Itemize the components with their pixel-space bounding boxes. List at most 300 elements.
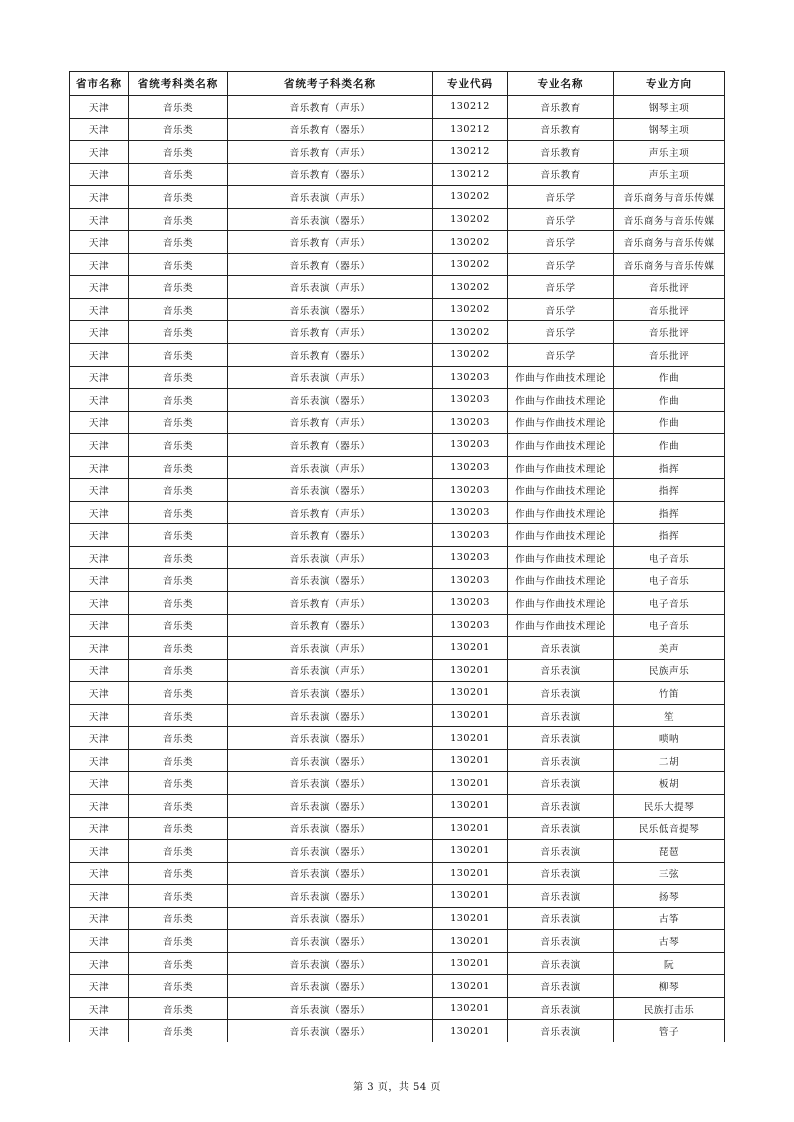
cell-province: 天津 bbox=[70, 163, 129, 186]
table-row bbox=[70, 907, 725, 930]
cell-category: 音乐类 bbox=[129, 592, 228, 615]
cell-major-name: 音乐表演 bbox=[508, 997, 614, 1020]
cell-subcategory: 音乐表演（器乐） bbox=[228, 1020, 433, 1042]
cell-major-name: 作曲与作曲技术理论 bbox=[508, 546, 614, 569]
cell-major-name: 作曲与作曲技术理论 bbox=[508, 592, 614, 615]
cell-major-code: 130212 bbox=[433, 163, 508, 186]
cell-category: 音乐类 bbox=[129, 253, 228, 276]
table-row bbox=[70, 276, 725, 299]
cell-major-direction: 作曲 bbox=[614, 389, 725, 412]
cell-major-code: 130201 bbox=[433, 817, 508, 840]
cell-major-name: 音乐学 bbox=[508, 186, 614, 209]
table-row bbox=[70, 456, 725, 479]
cell-major-direction: 美声 bbox=[614, 637, 725, 660]
cell-subcategory: 音乐表演（器乐） bbox=[228, 208, 433, 231]
cell-major-code: 130201 bbox=[433, 794, 508, 817]
cell-major-code: 130212 bbox=[433, 96, 508, 119]
cell-major-direction: 电子音乐 bbox=[614, 592, 725, 615]
cell-major-direction: 电子音乐 bbox=[614, 614, 725, 637]
cell-subcategory: 音乐表演（器乐） bbox=[228, 840, 433, 863]
cell-major-name: 音乐学 bbox=[508, 321, 614, 344]
cell-category: 音乐类 bbox=[129, 163, 228, 186]
cell-province: 天津 bbox=[70, 659, 129, 682]
table-row bbox=[70, 840, 725, 863]
cell-major-name: 音乐表演 bbox=[508, 840, 614, 863]
cell-major-code: 130203 bbox=[433, 592, 508, 615]
cell-subcategory: 音乐表演（器乐） bbox=[228, 682, 433, 705]
cell-category: 音乐类 bbox=[129, 840, 228, 863]
table-row bbox=[70, 749, 725, 772]
table-row bbox=[70, 186, 725, 209]
cell-subcategory: 音乐表演（器乐） bbox=[228, 997, 433, 1020]
cell-major-code: 130201 bbox=[433, 997, 508, 1020]
cell-major-name: 作曲与作曲技术理论 bbox=[508, 614, 614, 637]
cell-major-code: 130203 bbox=[433, 434, 508, 457]
cell-subcategory: 音乐教育（器乐） bbox=[228, 614, 433, 637]
cell-major-name: 音乐教育 bbox=[508, 96, 614, 119]
cell-category: 音乐类 bbox=[129, 411, 228, 434]
cell-province: 天津 bbox=[70, 862, 129, 885]
cell-province: 天津 bbox=[70, 749, 129, 772]
cell-province: 天津 bbox=[70, 794, 129, 817]
table-row bbox=[70, 682, 725, 705]
cell-major-name: 音乐学 bbox=[508, 298, 614, 321]
cell-category: 音乐类 bbox=[129, 479, 228, 502]
cell-major-direction: 音乐批评 bbox=[614, 321, 725, 344]
cell-major-direction: 钢琴主项 bbox=[614, 118, 725, 141]
cell-major-name: 音乐表演 bbox=[508, 772, 614, 795]
cell-province: 天津 bbox=[70, 592, 129, 615]
table-row bbox=[70, 614, 725, 637]
cell-subcategory: 音乐教育（器乐） bbox=[228, 118, 433, 141]
cell-category: 音乐类 bbox=[129, 456, 228, 479]
cell-major-code: 130201 bbox=[433, 930, 508, 953]
cell-major-code: 130203 bbox=[433, 524, 508, 547]
cell-province: 天津 bbox=[70, 840, 129, 863]
cell-major-name: 音乐教育 bbox=[508, 118, 614, 141]
table-row bbox=[70, 96, 725, 119]
cell-major-direction: 电子音乐 bbox=[614, 569, 725, 592]
cell-major-name: 音乐表演 bbox=[508, 794, 614, 817]
cell-category: 音乐类 bbox=[129, 749, 228, 772]
cell-major-direction: 作曲 bbox=[614, 434, 725, 457]
cell-major-name: 作曲与作曲技术理论 bbox=[508, 501, 614, 524]
cell-category: 音乐类 bbox=[129, 501, 228, 524]
cell-province: 天津 bbox=[70, 569, 129, 592]
cell-category: 音乐类 bbox=[129, 1020, 228, 1042]
cell-province: 天津 bbox=[70, 298, 129, 321]
cell-major-direction: 钢琴主项 bbox=[614, 96, 725, 119]
cell-major-name: 音乐表演 bbox=[508, 749, 614, 772]
cell-major-direction: 扬琴 bbox=[614, 885, 725, 908]
cell-major-code: 130203 bbox=[433, 479, 508, 502]
cell-major-direction: 民族声乐 bbox=[614, 659, 725, 682]
cell-major-direction: 电子音乐 bbox=[614, 546, 725, 569]
cell-category: 音乐类 bbox=[129, 231, 228, 254]
cell-major-code: 130202 bbox=[433, 253, 508, 276]
cell-major-code: 130201 bbox=[433, 907, 508, 930]
cell-major-name: 音乐表演 bbox=[508, 1020, 614, 1042]
cell-major-name: 音乐教育 bbox=[508, 141, 614, 164]
cell-category: 音乐类 bbox=[129, 817, 228, 840]
cell-province: 天津 bbox=[70, 321, 129, 344]
cell-subcategory: 音乐表演（器乐） bbox=[228, 772, 433, 795]
table-row bbox=[70, 253, 725, 276]
cell-subcategory: 音乐表演（器乐） bbox=[228, 817, 433, 840]
table-row bbox=[70, 727, 725, 750]
cell-major-code: 130201 bbox=[433, 727, 508, 750]
cell-major-name: 音乐表演 bbox=[508, 727, 614, 750]
cell-major-direction: 声乐主项 bbox=[614, 163, 725, 186]
header-major-name: 专业名称 bbox=[508, 72, 614, 96]
cell-category: 音乐类 bbox=[129, 344, 228, 367]
table-row bbox=[70, 997, 725, 1020]
cell-major-name: 音乐学 bbox=[508, 231, 614, 254]
cell-subcategory: 音乐表演（器乐） bbox=[228, 885, 433, 908]
cell-subcategory: 音乐教育（器乐） bbox=[228, 524, 433, 547]
cell-subcategory: 音乐表演（声乐） bbox=[228, 546, 433, 569]
table-row bbox=[70, 434, 725, 457]
header-province: 省市名称 bbox=[70, 72, 129, 96]
cell-major-code: 130201 bbox=[433, 772, 508, 795]
cell-province: 天津 bbox=[70, 1020, 129, 1042]
cell-major-code: 130201 bbox=[433, 975, 508, 998]
cell-category: 音乐类 bbox=[129, 772, 228, 795]
majors-table bbox=[69, 71, 725, 1042]
cell-major-direction: 唢呐 bbox=[614, 727, 725, 750]
cell-major-direction: 琵琶 bbox=[614, 840, 725, 863]
cell-major-name: 音乐表演 bbox=[508, 907, 614, 930]
cell-major-name: 音乐学 bbox=[508, 344, 614, 367]
table-row bbox=[70, 704, 725, 727]
table-row bbox=[70, 389, 725, 412]
table-row bbox=[70, 975, 725, 998]
cell-major-code: 130203 bbox=[433, 389, 508, 412]
cell-category: 音乐类 bbox=[129, 321, 228, 344]
cell-subcategory: 音乐表演（器乐） bbox=[228, 930, 433, 953]
cell-major-direction: 管子 bbox=[614, 1020, 725, 1042]
cell-major-direction: 阮 bbox=[614, 952, 725, 975]
table-row bbox=[70, 344, 725, 367]
cell-subcategory: 音乐教育（声乐） bbox=[228, 321, 433, 344]
table-row bbox=[70, 366, 725, 389]
cell-major-name: 作曲与作曲技术理论 bbox=[508, 366, 614, 389]
cell-major-name: 音乐表演 bbox=[508, 930, 614, 953]
cell-subcategory: 音乐表演（器乐） bbox=[228, 749, 433, 772]
cell-subcategory: 音乐教育（器乐） bbox=[228, 344, 433, 367]
cell-category: 音乐类 bbox=[129, 141, 228, 164]
table-row bbox=[70, 479, 725, 502]
cell-major-direction: 作曲 bbox=[614, 411, 725, 434]
cell-major-name: 作曲与作曲技术理论 bbox=[508, 434, 614, 457]
cell-major-name: 音乐学 bbox=[508, 253, 614, 276]
cell-subcategory: 音乐表演（声乐） bbox=[228, 366, 433, 389]
cell-province: 天津 bbox=[70, 704, 129, 727]
cell-province: 天津 bbox=[70, 276, 129, 299]
cell-major-direction: 指挥 bbox=[614, 501, 725, 524]
cell-category: 音乐类 bbox=[129, 366, 228, 389]
cell-subcategory: 音乐表演（器乐） bbox=[228, 298, 433, 321]
cell-subcategory: 音乐教育（声乐） bbox=[228, 231, 433, 254]
table-row bbox=[70, 659, 725, 682]
cell-category: 音乐类 bbox=[129, 704, 228, 727]
cell-major-code: 130202 bbox=[433, 298, 508, 321]
cell-province: 天津 bbox=[70, 344, 129, 367]
cell-subcategory: 音乐表演（声乐） bbox=[228, 276, 433, 299]
cell-major-code: 130202 bbox=[433, 231, 508, 254]
cell-major-name: 作曲与作曲技术理论 bbox=[508, 479, 614, 502]
cell-major-name: 音乐表演 bbox=[508, 704, 614, 727]
cell-province: 天津 bbox=[70, 389, 129, 412]
cell-province: 天津 bbox=[70, 501, 129, 524]
cell-province: 天津 bbox=[70, 637, 129, 660]
cell-major-code: 130201 bbox=[433, 1020, 508, 1042]
cell-subcategory: 音乐教育（声乐） bbox=[228, 96, 433, 119]
cell-province: 天津 bbox=[70, 885, 129, 908]
header-subcategory: 省统考子科类名称 bbox=[228, 72, 433, 96]
cell-category: 音乐类 bbox=[129, 885, 228, 908]
cell-major-code: 130203 bbox=[433, 546, 508, 569]
cell-subcategory: 音乐教育（器乐） bbox=[228, 163, 433, 186]
cell-province: 天津 bbox=[70, 952, 129, 975]
table-row bbox=[70, 163, 725, 186]
cell-category: 音乐类 bbox=[129, 862, 228, 885]
cell-province: 天津 bbox=[70, 614, 129, 637]
table-row bbox=[70, 411, 725, 434]
cell-subcategory: 音乐表演（器乐） bbox=[228, 479, 433, 502]
cell-category: 音乐类 bbox=[129, 637, 228, 660]
table-row bbox=[70, 524, 725, 547]
cell-province: 天津 bbox=[70, 682, 129, 705]
cell-major-name: 作曲与作曲技术理论 bbox=[508, 569, 614, 592]
cell-major-code: 130203 bbox=[433, 411, 508, 434]
cell-major-direction: 音乐商务与音乐传媒 bbox=[614, 231, 725, 254]
cell-subcategory: 音乐教育（器乐） bbox=[228, 434, 433, 457]
cell-province: 天津 bbox=[70, 141, 129, 164]
table-row bbox=[70, 208, 725, 231]
cell-category: 音乐类 bbox=[129, 434, 228, 457]
cell-major-code: 130202 bbox=[433, 208, 508, 231]
cell-category: 音乐类 bbox=[129, 930, 228, 953]
table-row bbox=[70, 637, 725, 660]
cell-category: 音乐类 bbox=[129, 96, 228, 119]
cell-major-direction: 音乐商务与音乐传媒 bbox=[614, 186, 725, 209]
cell-major-direction: 民乐低音提琴 bbox=[614, 817, 725, 840]
cell-province: 天津 bbox=[70, 727, 129, 750]
cell-major-name: 作曲与作曲技术理论 bbox=[508, 524, 614, 547]
cell-subcategory: 音乐教育（器乐） bbox=[228, 253, 433, 276]
table-row bbox=[70, 930, 725, 953]
cell-category: 音乐类 bbox=[129, 997, 228, 1020]
cell-subcategory: 音乐教育（声乐） bbox=[228, 141, 433, 164]
cell-major-code: 130202 bbox=[433, 276, 508, 299]
cell-major-name: 音乐表演 bbox=[508, 817, 614, 840]
cell-category: 音乐类 bbox=[129, 546, 228, 569]
cell-province: 天津 bbox=[70, 411, 129, 434]
cell-category: 音乐类 bbox=[129, 118, 228, 141]
cell-major-name: 音乐学 bbox=[508, 276, 614, 299]
cell-major-code: 130203 bbox=[433, 501, 508, 524]
cell-subcategory: 音乐表演（器乐） bbox=[228, 952, 433, 975]
cell-province: 天津 bbox=[70, 231, 129, 254]
cell-major-direction: 古筝 bbox=[614, 907, 725, 930]
cell-major-name: 作曲与作曲技术理论 bbox=[508, 456, 614, 479]
cell-major-name: 作曲与作曲技术理论 bbox=[508, 389, 614, 412]
table-row bbox=[70, 772, 725, 795]
cell-category: 音乐类 bbox=[129, 186, 228, 209]
cell-major-code: 130202 bbox=[433, 321, 508, 344]
cell-major-code: 130201 bbox=[433, 659, 508, 682]
cell-major-name: 音乐学 bbox=[508, 208, 614, 231]
cell-subcategory: 音乐教育（声乐） bbox=[228, 592, 433, 615]
cell-province: 天津 bbox=[70, 118, 129, 141]
cell-major-direction: 二胡 bbox=[614, 749, 725, 772]
cell-major-code: 130201 bbox=[433, 704, 508, 727]
cell-province: 天津 bbox=[70, 772, 129, 795]
cell-category: 音乐类 bbox=[129, 907, 228, 930]
table-row bbox=[70, 118, 725, 141]
cell-major-code: 130201 bbox=[433, 840, 508, 863]
cell-major-code: 130201 bbox=[433, 885, 508, 908]
cell-subcategory: 音乐表演（声乐） bbox=[228, 186, 433, 209]
cell-category: 音乐类 bbox=[129, 389, 228, 412]
cell-category: 音乐类 bbox=[129, 276, 228, 299]
cell-major-name: 音乐表演 bbox=[508, 952, 614, 975]
cell-subcategory: 音乐表演（声乐） bbox=[228, 637, 433, 660]
table-row bbox=[70, 817, 725, 840]
cell-major-code: 130203 bbox=[433, 366, 508, 389]
document-table-area bbox=[69, 71, 724, 1042]
table-row bbox=[70, 546, 725, 569]
cell-province: 天津 bbox=[70, 96, 129, 119]
cell-major-direction: 板胡 bbox=[614, 772, 725, 795]
header-major-direction: 专业方向 bbox=[614, 72, 725, 96]
cell-province: 天津 bbox=[70, 366, 129, 389]
page-number: 第 3 页，共 54 页 bbox=[353, 1082, 441, 1093]
table-row bbox=[70, 592, 725, 615]
cell-major-direction: 柳琴 bbox=[614, 975, 725, 998]
cell-subcategory: 音乐表演（器乐） bbox=[228, 389, 433, 412]
cell-major-code: 130202 bbox=[433, 186, 508, 209]
cell-category: 音乐类 bbox=[129, 727, 228, 750]
cell-major-name: 音乐表演 bbox=[508, 637, 614, 660]
cell-major-direction: 音乐批评 bbox=[614, 344, 725, 367]
cell-major-code: 130201 bbox=[433, 749, 508, 772]
cell-major-direction: 民族打击乐 bbox=[614, 997, 725, 1020]
cell-province: 天津 bbox=[70, 546, 129, 569]
cell-major-name: 音乐表演 bbox=[508, 975, 614, 998]
cell-major-direction: 声乐主项 bbox=[614, 141, 725, 164]
cell-major-direction: 指挥 bbox=[614, 456, 725, 479]
table-row bbox=[70, 569, 725, 592]
table-header-row bbox=[70, 72, 725, 96]
cell-province: 天津 bbox=[70, 930, 129, 953]
cell-category: 音乐类 bbox=[129, 298, 228, 321]
cell-subcategory: 音乐教育（声乐） bbox=[228, 411, 433, 434]
cell-major-name: 音乐表演 bbox=[508, 862, 614, 885]
cell-category: 音乐类 bbox=[129, 659, 228, 682]
cell-major-code: 130203 bbox=[433, 614, 508, 637]
cell-major-name: 音乐表演 bbox=[508, 885, 614, 908]
cell-province: 天津 bbox=[70, 456, 129, 479]
cell-major-code: 130203 bbox=[433, 569, 508, 592]
cell-province: 天津 bbox=[70, 817, 129, 840]
cell-subcategory: 音乐表演（器乐） bbox=[228, 727, 433, 750]
cell-major-name: 作曲与作曲技术理论 bbox=[508, 411, 614, 434]
cell-major-direction: 作曲 bbox=[614, 366, 725, 389]
cell-major-direction: 指挥 bbox=[614, 524, 725, 547]
cell-major-direction: 民乐大提琴 bbox=[614, 794, 725, 817]
table-row bbox=[70, 321, 725, 344]
cell-category: 音乐类 bbox=[129, 524, 228, 547]
table-row bbox=[70, 885, 725, 908]
cell-major-code: 130202 bbox=[433, 344, 508, 367]
table-row bbox=[70, 862, 725, 885]
table-row bbox=[70, 1020, 725, 1042]
table-row bbox=[70, 952, 725, 975]
cell-major-code: 130203 bbox=[433, 456, 508, 479]
cell-major-direction: 指挥 bbox=[614, 479, 725, 502]
cell-province: 天津 bbox=[70, 253, 129, 276]
table-row bbox=[70, 501, 725, 524]
cell-major-direction: 音乐批评 bbox=[614, 276, 725, 299]
cell-major-name: 音乐表演 bbox=[508, 659, 614, 682]
table-row bbox=[70, 231, 725, 254]
cell-major-name: 音乐教育 bbox=[508, 163, 614, 186]
cell-province: 天津 bbox=[70, 186, 129, 209]
cell-category: 音乐类 bbox=[129, 975, 228, 998]
cell-major-direction: 音乐商务与音乐传媒 bbox=[614, 253, 725, 276]
cell-province: 天津 bbox=[70, 208, 129, 231]
cell-subcategory: 音乐表演（器乐） bbox=[228, 569, 433, 592]
cell-major-name: 音乐表演 bbox=[508, 682, 614, 705]
cell-major-code: 130201 bbox=[433, 682, 508, 705]
header-major-code: 专业代码 bbox=[433, 72, 508, 96]
cell-category: 音乐类 bbox=[129, 682, 228, 705]
table-row bbox=[70, 794, 725, 817]
cell-province: 天津 bbox=[70, 907, 129, 930]
cell-subcategory: 音乐表演（声乐） bbox=[228, 659, 433, 682]
cell-major-direction: 音乐商务与音乐传媒 bbox=[614, 208, 725, 231]
cell-major-code: 130212 bbox=[433, 118, 508, 141]
cell-subcategory: 音乐表演（器乐） bbox=[228, 862, 433, 885]
cell-major-code: 130201 bbox=[433, 952, 508, 975]
cell-province: 天津 bbox=[70, 524, 129, 547]
cell-subcategory: 音乐表演（器乐） bbox=[228, 704, 433, 727]
cell-subcategory: 音乐表演（器乐） bbox=[228, 907, 433, 930]
header-category: 省统考科类名称 bbox=[129, 72, 228, 96]
table-row bbox=[70, 141, 725, 164]
cell-province: 天津 bbox=[70, 975, 129, 998]
cell-major-direction: 古琴 bbox=[614, 930, 725, 953]
cell-subcategory: 音乐表演（器乐） bbox=[228, 975, 433, 998]
cell-major-code: 130201 bbox=[433, 637, 508, 660]
cell-subcategory: 音乐表演（声乐） bbox=[228, 456, 433, 479]
cell-major-code: 130212 bbox=[433, 141, 508, 164]
cell-province: 天津 bbox=[70, 479, 129, 502]
table-row bbox=[70, 298, 725, 321]
cell-major-direction: 竹笛 bbox=[614, 682, 725, 705]
cell-category: 音乐类 bbox=[129, 794, 228, 817]
cell-major-direction: 三弦 bbox=[614, 862, 725, 885]
cell-subcategory: 音乐表演（器乐） bbox=[228, 794, 433, 817]
cell-category: 音乐类 bbox=[129, 208, 228, 231]
cell-category: 音乐类 bbox=[129, 952, 228, 975]
cell-category: 音乐类 bbox=[129, 614, 228, 637]
cell-subcategory: 音乐教育（声乐） bbox=[228, 501, 433, 524]
cell-major-direction: 笙 bbox=[614, 704, 725, 727]
cell-province: 天津 bbox=[70, 434, 129, 457]
